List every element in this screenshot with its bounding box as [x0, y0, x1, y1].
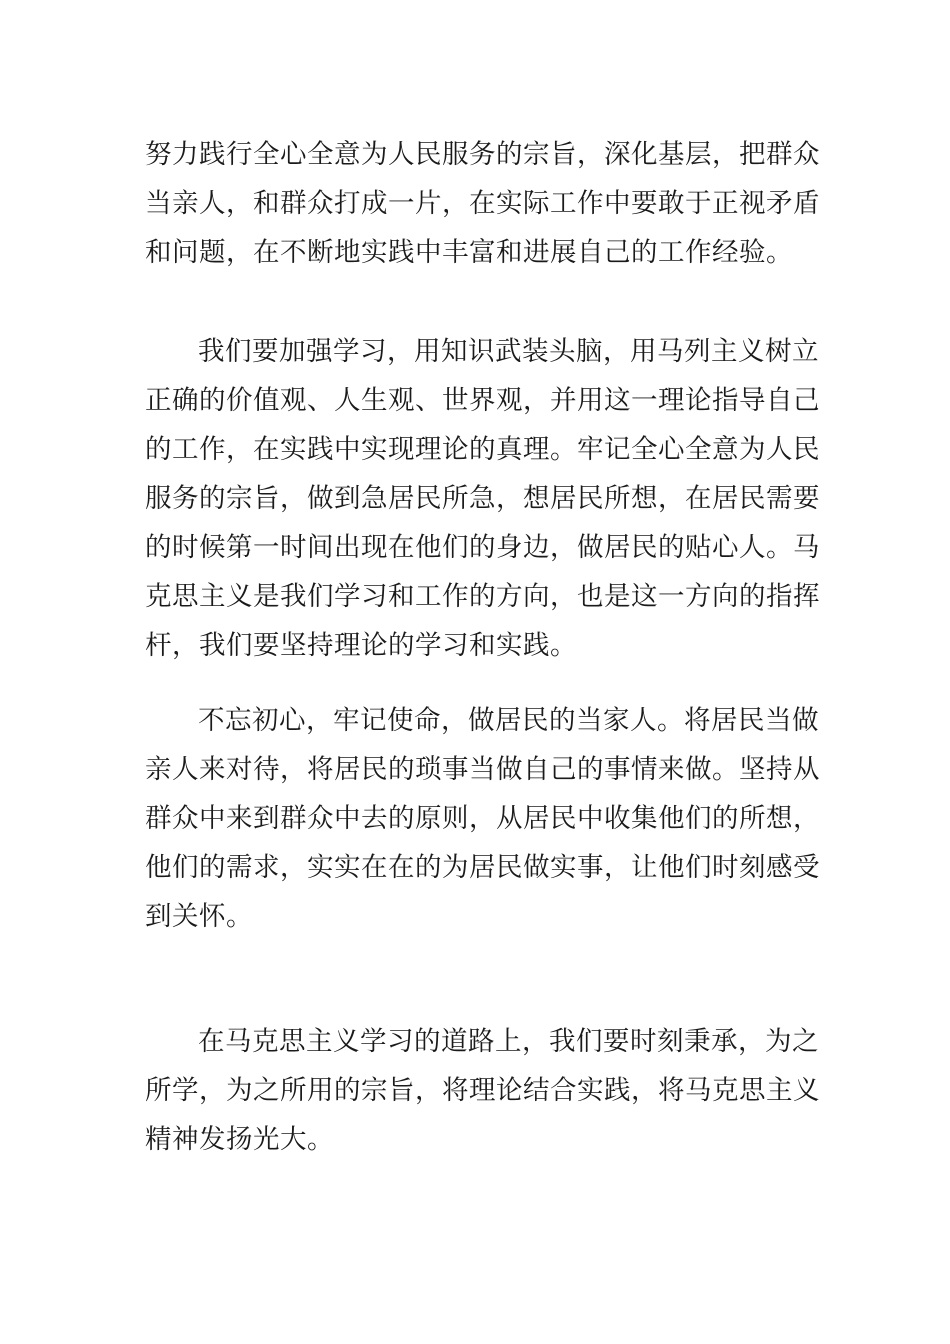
paragraph-3 — [145, 696, 820, 941]
paragraph-line: 努力践行全心全意为人民服务的宗旨，深化基层，把群众 — [145, 139, 820, 170]
paragraph-line: 正确的价值观、人生观、世界观，并用这一理论指导自己 — [145, 385, 820, 416]
paragraph-2 — [145, 327, 820, 670]
paragraph-line: 克思主义是我们学习和工作的方向，也是这一方向的指挥 — [145, 581, 820, 612]
paragraph-line: 在马克思主义学习的道路上，我们要时刻秉承，为之 — [198, 1026, 819, 1057]
paragraph-line: 和问题，在不断地实践中丰富和进展自己的工作经验。 — [145, 237, 793, 268]
paragraph-line: 亲人来对待，将居民的琐事当做自己的事情来做。坚持从 — [145, 754, 820, 785]
paragraph-line: 不忘初心，牢记使命，做居民的当家人。将居民当做 — [198, 705, 819, 736]
paragraph-line: 他们的需求，实实在在的为居民做实事，让他们时刻感受 — [145, 852, 820, 883]
paragraph-line: 服务的宗旨，做到急居民所急，想居民所想，在居民需要 — [145, 483, 820, 514]
paragraph-line: 我们要加强学习，用知识武装头脑，用马列主义树立 — [198, 336, 819, 367]
paragraph-line: 群众中来到群众中去的原则，从居民中收集他们的所想， — [145, 803, 820, 834]
paragraph-line: 杆，我们要坚持理论的学习和实践。 — [145, 630, 577, 661]
paragraph-line: 精神发扬光大。 — [145, 1124, 334, 1155]
paragraph-line: 所学，为之所用的宗旨，将理论结合实践，将马克思主义 — [145, 1075, 820, 1106]
paragraph-line: 到关怀。 — [145, 901, 253, 932]
paragraph-1 — [145, 130, 820, 277]
paragraph-4 — [145, 1017, 820, 1164]
paragraph-line: 的时候第一时间出现在他们的身边，做居民的贴心人。马 — [145, 532, 820, 563]
paragraph-line: 当亲人，和群众打成一片，在实际工作中要敢于正视矛盾 — [145, 188, 820, 219]
paragraph-line: 的工作，在实践中实现理论的真理。牢记全心全意为人民 — [145, 434, 820, 465]
